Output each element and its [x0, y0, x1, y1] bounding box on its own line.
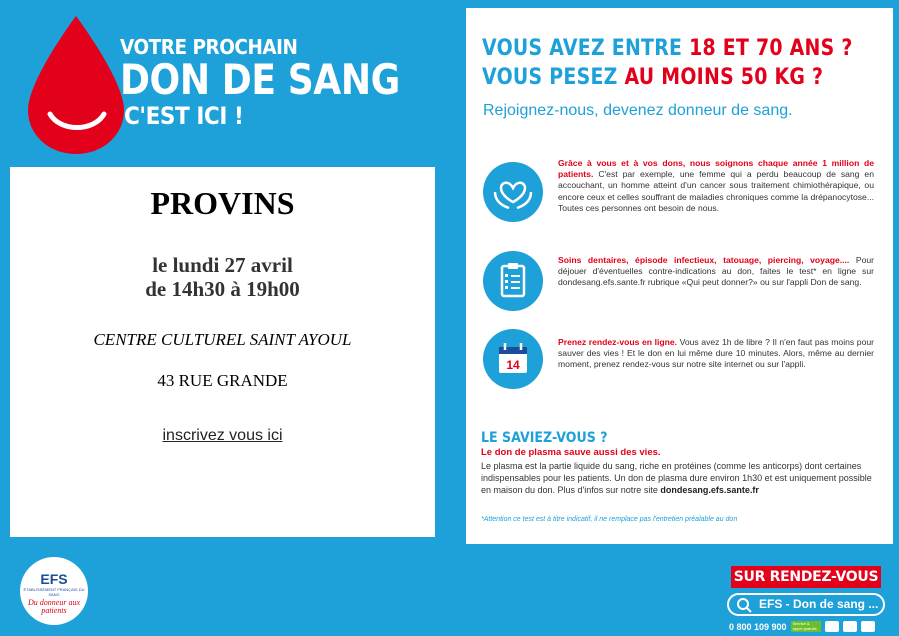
- free-call-badge: Service & appel gratuits: [791, 621, 821, 632]
- age-question-highlight: 18 ET 70 ANS ?: [689, 36, 853, 61]
- register-link-wrap: [10, 427, 435, 445]
- age-question-prefix: VOUS AVEZ ENTRE: [482, 36, 690, 61]
- footnote: *Attention ce test est à titre indicatif, il ne remplace pas l'entretien préalable au don: [481, 516, 738, 523]
- row-appointment: [558, 337, 874, 371]
- headline-line3: C'EST ICI !: [124, 102, 244, 130]
- efs-logo-tagline: Du donneur aux patients: [28, 598, 80, 615]
- saviez-title: LE SAVIEZ-VOUS ?: [481, 430, 608, 446]
- appointment-badge: SUR RENDEZ-VOUS: [731, 566, 881, 588]
- row-patients: [558, 158, 874, 214]
- blood-drop-icon: [24, 14, 128, 154]
- efs-logo-text: EFS: [40, 571, 68, 587]
- efs-logo: [20, 557, 88, 625]
- headline-line2: DON DE SANG: [120, 55, 400, 104]
- search-pill[interactable]: [727, 593, 885, 616]
- heart-hands-icon: [483, 162, 543, 222]
- search-icon: [736, 597, 752, 613]
- calendar-number: 14: [506, 358, 520, 372]
- calendar-icon: [483, 329, 543, 389]
- row-patients-body: C'est par exemple, une femme qui a perdu beaucoup de sang en accouchant, un homme atteint d'un cancer sous traitement chimiothérapique, ou encore ceux et celles souffrant de maladies chroniques comme la drépanocytose... Toutes ces personnes ont besoin de nous.: [558, 169, 874, 213]
- event-card: [10, 167, 435, 537]
- saviez-subtitle: Le don de plasma sauve aussi des vies.: [481, 447, 661, 458]
- partner-logo: [843, 621, 857, 632]
- checklist-icon: [483, 251, 543, 311]
- row-test-body: Pour déjouer d'éventuelles contre-indications au don, faites le test* en ligne sur dondesang.efs.sante.fr rubrique «Qui peut donner?» ou sur l'appli Don de sang.: [558, 255, 874, 288]
- weight-question-highlight: AU MOINS 50 KG ?: [624, 65, 824, 90]
- event-date: le lundi 27 avril: [152, 253, 293, 277]
- register-link[interactable]: inscrivez vous ici: [162, 427, 283, 444]
- saviez-site-link[interactable]: dondesang.efs.sante.fr: [660, 485, 759, 495]
- row-appointment-body: Vous avez 1h de libre ? Il n'en faut pas moins pour sauver des vies ! Et le don en lui même dure 10 minutes. Alors, même au dernier moment, prenez rendez-vous sur notre site internet ou sur l'appli.: [558, 337, 874, 370]
- info-panel: [466, 8, 893, 544]
- phone-number[interactable]: 0 800 109 900: [729, 621, 787, 632]
- join-text: Rejoignez-nous, devenez donneur de sang.: [483, 102, 793, 119]
- headline-line1: VOTRE PROCHAIN: [120, 35, 298, 59]
- efs-logo-fullname: ÉTABLISSEMENT FRANÇAIS DU SANG: [23, 587, 85, 597]
- partner-logo: [861, 621, 875, 632]
- headline: [120, 36, 445, 130]
- saviez-body-text: Le plasma est la partie liquide du sang, riche en protéines (comme les anticorps) dont certaines indispensables pour les patients. Un don de plasma dure environ 1h30 et est uniquement possible en maison du don. Plus d'infos sur notre site: [481, 461, 872, 495]
- row-test-lead: Soins dentaires, épisode infectieux, tatouage, piercing, voyage....: [558, 255, 850, 265]
- contact-row: [729, 620, 875, 633]
- saviez-body: [481, 460, 876, 496]
- weight-question: [482, 65, 823, 90]
- weight-question-prefix: VOUS PESEZ: [482, 65, 625, 90]
- partner-logo: [825, 621, 839, 632]
- event-time: de 14h30 à 19h00: [145, 277, 300, 301]
- event-address: 43 RUE GRANDE: [157, 371, 288, 390]
- age-question: [482, 36, 853, 61]
- row-patients-lead: Grâce à vous et à vos dons, nous soignons chaque année 1 million de patients.: [558, 158, 874, 180]
- row-test: [558, 255, 874, 289]
- event-place: CENTRE CULTUREL SAINT AYOUL: [93, 330, 352, 349]
- search-pill-label: EFS - Don de sang ...: [759, 597, 879, 611]
- row-appointment-lead: Prenez rendez-vous en ligne.: [558, 337, 678, 347]
- event-city: PROVINS: [150, 185, 295, 221]
